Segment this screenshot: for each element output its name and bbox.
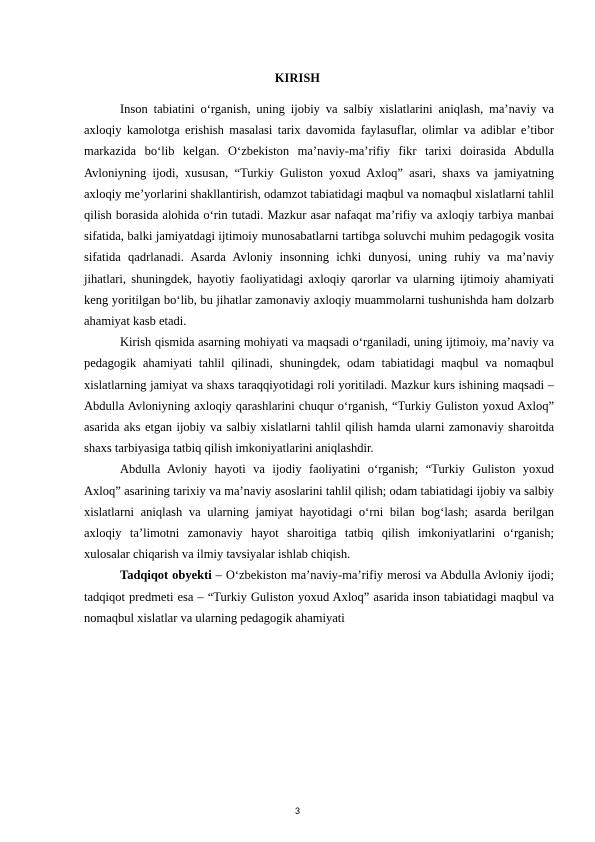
paragraph-text: Inson tabiatini o‘rganish, uning ijobiy va salbiy xislatlarini aniqlash, ma’naviy va axloqiy kamolotga erishish masalasi tarix davomida faylasuflar, olimlar va adiblar e’tibor markazida bo‘lib kelgan. O‘zbekiston ma’naviy-ma’rifiy fikr tarixi doirasida Abdulla Avloniyning ijodi, xususan, “Turkiy Guliston yoxud Axloq” asari, shaxs va jamiyatning axloqiy me’yorlarini shakllantirish, odamzot tabiatidagi maqbul va nomaqbul xislatlarni tahlil qilish borasida alohida o‘rin tutadi. Mazkur asar nafaqat ma’rifiy va axloqiy tarbiya manbai sifatida, balki jamiyatdagi ijtimoiy munosabatlarni tartibga soluvchi muhim pedagogik vosita sifatida qadrlanadi. Asarda Avloniy insonning ichki dunyosi, uning ruhiy va ma’naviy jihatlari, shuningdek, hayotiy faoliyatidagi axloqiy qarorlar va ularning ijtimoiy ahamiyati keng yoritilgan bo‘lib, bu jihatlar zamonaviy axloqiy muammolarni tushunishda ham dolzarb ahamiyat kasb etadi.	[84, 102, 554, 329]
paragraph-lead-bold: Tadqiqot obyekti	[120, 568, 212, 583]
paragraph-text: Abdulla Avloniy hayoti va ijodiy faoliyatini o‘rganish; “Turkiy Guliston yoxud Axloq” asarining tarixiy va ma’naviy asoslarini tahlil qilish; odam tabiatidagi ijobiy va salbiy xislatlarni aniqlash va ularning jamiyat hayotidagi o‘rni bilan bog‘lash; asarda berilgan axloqiy ta’limotni zamonaviy hayot sharoitiga tatbiq qilish imkoniyatlarini o‘rganish; xulosalar chiqarish va ilmiy tavsiyalar ishlab chiqish.	[84, 462, 554, 562]
body-text	[84, 99, 554, 629]
paragraph-3	[84, 459, 554, 565]
paragraph-text: Kirish qismida asarning mohiyati va maqsadi o‘rganiladi, uning ijtimoiy, ma’naviy va pedagogik ahamiyati tahlil qilinadi, shuningdek, odam tabiatidagi maqbul va nomaqbul xislatlarning jamiyat va shaxs taraqqiyotidagi roli yoritiladi. Mazkur kurs ishining maqsadi – Abdulla Avloniyning axloqiy qarashlarini chuqur o‘rganish, “Turkiy Guliston yoxud Axloq” asarida aks etgan ijobiy va salbiy xislatlarni tahlil qilish hamda ularni zamonaviy sharoitda shaxs tarbiyasiga tatbiq qilish imkoniyatlarini aniqlashdir.	[84, 335, 554, 456]
paragraph-4	[84, 565, 554, 629]
paragraph-2	[84, 332, 554, 459]
paragraph-text: – O‘zbekiston ma’naviy-ma’rifiy merosi va Abdulla Avloniy ijodi; tadqiqot predmeti esa – “Turkiy Guliston yoxud Axloq” asarida inson tabiatidagi maqbul va nomaqbul xislatlar va ularning pedagogik ahamiyati	[84, 568, 554, 625]
paragraph-1	[84, 99, 554, 332]
page-number: 3	[294, 806, 300, 816]
section-heading: KIRISH	[274, 71, 321, 85]
